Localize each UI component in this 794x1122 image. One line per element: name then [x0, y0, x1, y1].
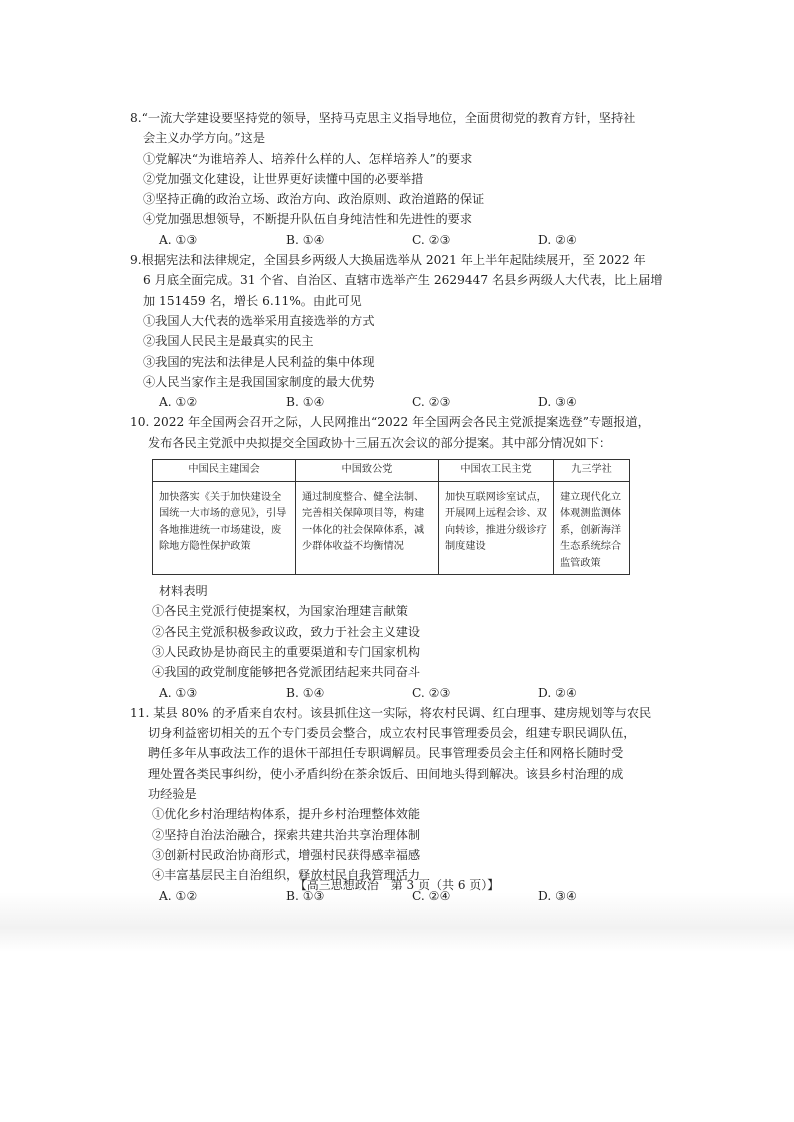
choice-b: B. ①④	[286, 232, 325, 247]
statement-3: ③我国的宪法和法律是人民利益的集中体现	[143, 354, 375, 369]
choice-d: D. ②④	[538, 685, 577, 700]
choice-c: C. ②③	[412, 685, 451, 700]
material-lead: 材料表明	[159, 584, 208, 599]
choice-a: A. ①③	[159, 685, 198, 700]
table-cell: 加快落实《关于加快建设全国统一大市场的意见》，引导各地推进统一市场建设，废除地方隐性保护政策	[153, 481, 296, 575]
choice-b: B. ①③	[286, 888, 325, 903]
statement-1: ①我国人大代表的选举采用直接选举的方式	[143, 313, 375, 328]
question-stem-line: 聘任多年从事政法工作的退休干部担任专职调解员。民事管理委员会主任和网格长随时受	[148, 746, 624, 761]
table-header: 九三学社	[554, 460, 630, 482]
answer-choices	[130, 230, 670, 250]
choice-c: C. ②③	[412, 395, 451, 410]
statement-3: ③人民政协是协商民主的重要渠道和专门国家机构	[152, 644, 421, 659]
question-stem-line: 10. 2022 年全国两会召开之际，人民网推出“2022 年全国两会各民主党派提案选登”专题报道，	[130, 415, 650, 430]
choice-c: C. ②④	[412, 888, 451, 903]
question-stem-line: 理处置各类民事纠纷，使小矛盾纠纷在茶余饭后、田间地头得到解决。该县乡村治理的成	[148, 766, 624, 781]
choice-a: A. ①③	[159, 232, 198, 247]
statement-4: ④我国的政党制度能够把各党派团结起来共同奋斗	[152, 665, 421, 680]
choice-a: A. ①②	[159, 888, 198, 903]
statement-4: ④人民当家作主是我国国家制度的最大优势	[143, 374, 375, 389]
question-stem-line: 加 151459 名，增长 6.11%。由此可见	[143, 293, 362, 308]
question-stem-line: 9.根据宪法和法律规定，全国县乡两级人大换届选举从 2021 年上半年起陆续展开，至 2022 年	[130, 253, 646, 268]
statement-1: ①各民主党派行使提案权，为国家治理建言献策	[152, 604, 408, 619]
table-header: 中国农工民主党	[439, 460, 554, 482]
question-stem-line: 功经验是	[148, 787, 197, 802]
choice-d: D. ③④	[538, 888, 577, 903]
statement-3: ③创新村民政治协商形式，增强村民获得感幸福感	[152, 847, 421, 862]
answer-choices	[130, 683, 670, 703]
statement-2: ②各民主党派积极参政议政，致力于社会主义建设	[152, 624, 421, 639]
question-10	[130, 412, 670, 702]
table-header: 中国民主建国会	[153, 460, 296, 482]
choice-c: C. ②③	[412, 232, 451, 247]
statement-2: ②党加强文化建设，让世界更好读懂中国的必要举措	[143, 171, 424, 186]
question-stem-line: 11. 某县 80% 的矛盾来自农村。该县抓住这一实际，将农村民调、红白理事、建房规划等与农民	[130, 705, 652, 720]
table-cell: 加快互联网诊室试点，开展网上远程会诊、双向转诊，推进分级诊疗制度建设	[439, 481, 554, 575]
choice-b: B. ①④	[286, 395, 325, 410]
table-header: 中国致公党	[296, 460, 439, 482]
statement-4: ④党加强思想领导，不断提升队伍自身纯洁性和先进性的要求	[143, 212, 473, 227]
table-header-row	[153, 460, 630, 482]
choice-a: A. ①②	[159, 395, 198, 410]
statement-1: ①优化乡村治理结构体系，提升乡村治理整体效能	[152, 807, 421, 822]
choice-d: D. ②④	[538, 232, 577, 247]
question-stem-line: 发布各民主党派中央拟提交全国政协十三届五次会议的部分提案。其中部分情况如下：	[148, 435, 612, 450]
page-footer: 【高三思想政治 第 3 页（共 6 页）】	[294, 878, 500, 892]
question-8	[130, 108, 670, 250]
statement-4: ④丰富基层民主自治组织，释放村民自我管理活力	[152, 868, 421, 883]
question-stem-line: 切身利益密切相关的五个专门委员会整合，成立农村民事管理委员会，组建专职民调队伍，	[148, 726, 636, 741]
statement-3: ③坚持正确的政治立场、政治方向、政治原则、政治道路的保证	[143, 192, 485, 207]
table-row	[153, 481, 630, 575]
statement-2: ②我国人民民主是最真实的民主	[143, 334, 314, 349]
answer-choices	[130, 392, 670, 412]
question-stem-line: 8.“一流大学建设要坚持党的领导，坚持马克思主义指导地位，全面贯彻党的教育方针，坚持社	[130, 111, 636, 125]
question-stem-line: 6 月底全面完成。31 个省、自治区、直辖市选举产生 2629447 名县乡两级人大代表，比上届增	[143, 273, 663, 288]
questions-area	[130, 108, 670, 906]
question-9	[130, 250, 670, 412]
table-cell: 通过制度整合、健全法制、完善相关保障项目等，构建一体化的社会保障体系，减少群体收益不均衡情况	[296, 481, 439, 575]
choice-d: D. ③④	[538, 395, 577, 410]
choice-b: B. ①④	[286, 685, 325, 700]
question-stem-line: 会主义办学方向。”这是	[143, 131, 266, 146]
table-cell: 建立现代化立体观测监测体系，创新海洋生态系统综合监管政策	[554, 481, 630, 575]
statement-2: ②坚持自治法治融合，探索共建共治共享治理体制	[152, 827, 421, 842]
statement-1: ①党解决“为谁培养人、培养什么样的人、怎样培养人”的要求	[143, 151, 473, 166]
proposals-table	[152, 459, 630, 575]
